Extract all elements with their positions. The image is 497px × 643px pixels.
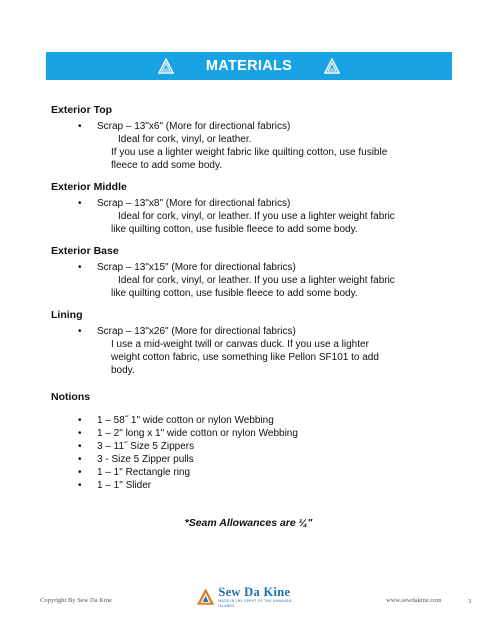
section-exterior-base: [51, 245, 451, 300]
section-title: Exterior Base: [51, 245, 119, 257]
logo-name: Sew Da Kine: [218, 584, 291, 599]
section-title: Notions: [51, 391, 91, 403]
logo-tagline: MADE IN THE SPIRIT OF THE HAWAIIAN ISLANDS: [218, 598, 292, 608]
list-item: • 1 – 58˝ 1" wide cotton or nylon Webbing: [51, 414, 451, 427]
quilt-triangle-icon: [324, 58, 340, 74]
page-title: MATERIALS: [205, 58, 293, 74]
note-line: Ideal for cork, vinyl, or leather. If you use a lighter weight fabric: [118, 211, 395, 222]
section-exterior-middle: [51, 181, 451, 236]
section-exterior-top: [51, 104, 451, 172]
materials-list: [51, 104, 451, 501]
list-item: • Scrap – 13"x26" (More for directional fabrics): [51, 325, 451, 338]
list-item: • 3 – 11˝ Size 5 Zippers: [51, 440, 451, 453]
quilt-triangle-icon: [158, 58, 174, 74]
page-number: 3: [468, 598, 472, 605]
website-link[interactable]: www.sewdakine.com: [386, 597, 442, 604]
note-line: weight cotton fabric, use something like Pellon SF101 to add: [111, 352, 379, 363]
list-item: • 1 – 1" Slider: [51, 479, 451, 492]
note-line: Ideal for cork, vinyl, or leather.: [118, 134, 252, 145]
note-line: fleece to add some body.: [111, 160, 222, 171]
note-line: like quilting cotton, use fusible fleece to add some body.: [111, 224, 358, 235]
materials-banner: [46, 52, 452, 80]
note-line: I use a mid-weight twill or canvas duck. If you use a lighter: [111, 339, 369, 350]
sew-da-kine-logo: [196, 584, 306, 610]
section-lining: [51, 309, 451, 377]
copyright-text: Copyright By Sew Da Kine: [40, 597, 112, 604]
list-item: • Scrap – 13"x6" (More for directional fabrics): [51, 120, 451, 133]
section-title: Exterior Top: [51, 104, 113, 116]
list-item: • Scrap – 13"x15" (More for directional fabrics): [51, 261, 451, 274]
note-line: Ideal for cork, vinyl, or leather. If you use a lighter weight fabric: [118, 275, 395, 286]
list-item: • Scrap – 13"x8" (More for directional fabrics): [51, 197, 451, 210]
section-notions: [51, 391, 451, 492]
list-item: • 1 – 1" Rectangle ring: [51, 466, 451, 479]
seam-allowance-note: *Seam Allowances are ¼": [184, 517, 313, 529]
section-title: Lining: [51, 309, 83, 321]
section-title: Exterior Middle: [51, 181, 127, 193]
list-item: • 1 – 2" long x 1" wide cotton or nylon Webbing: [51, 427, 451, 440]
logo-mark-icon: [196, 587, 215, 607]
note-line: like quilting cotton, use fusible fleece to add some body.: [111, 288, 358, 299]
note-line: If you use a lighter weight fabric like quilting cotton, use fusible: [111, 147, 388, 158]
list-item: • 3 - Size 5 Zipper pulls: [51, 453, 451, 466]
note-line: body.: [111, 365, 135, 376]
